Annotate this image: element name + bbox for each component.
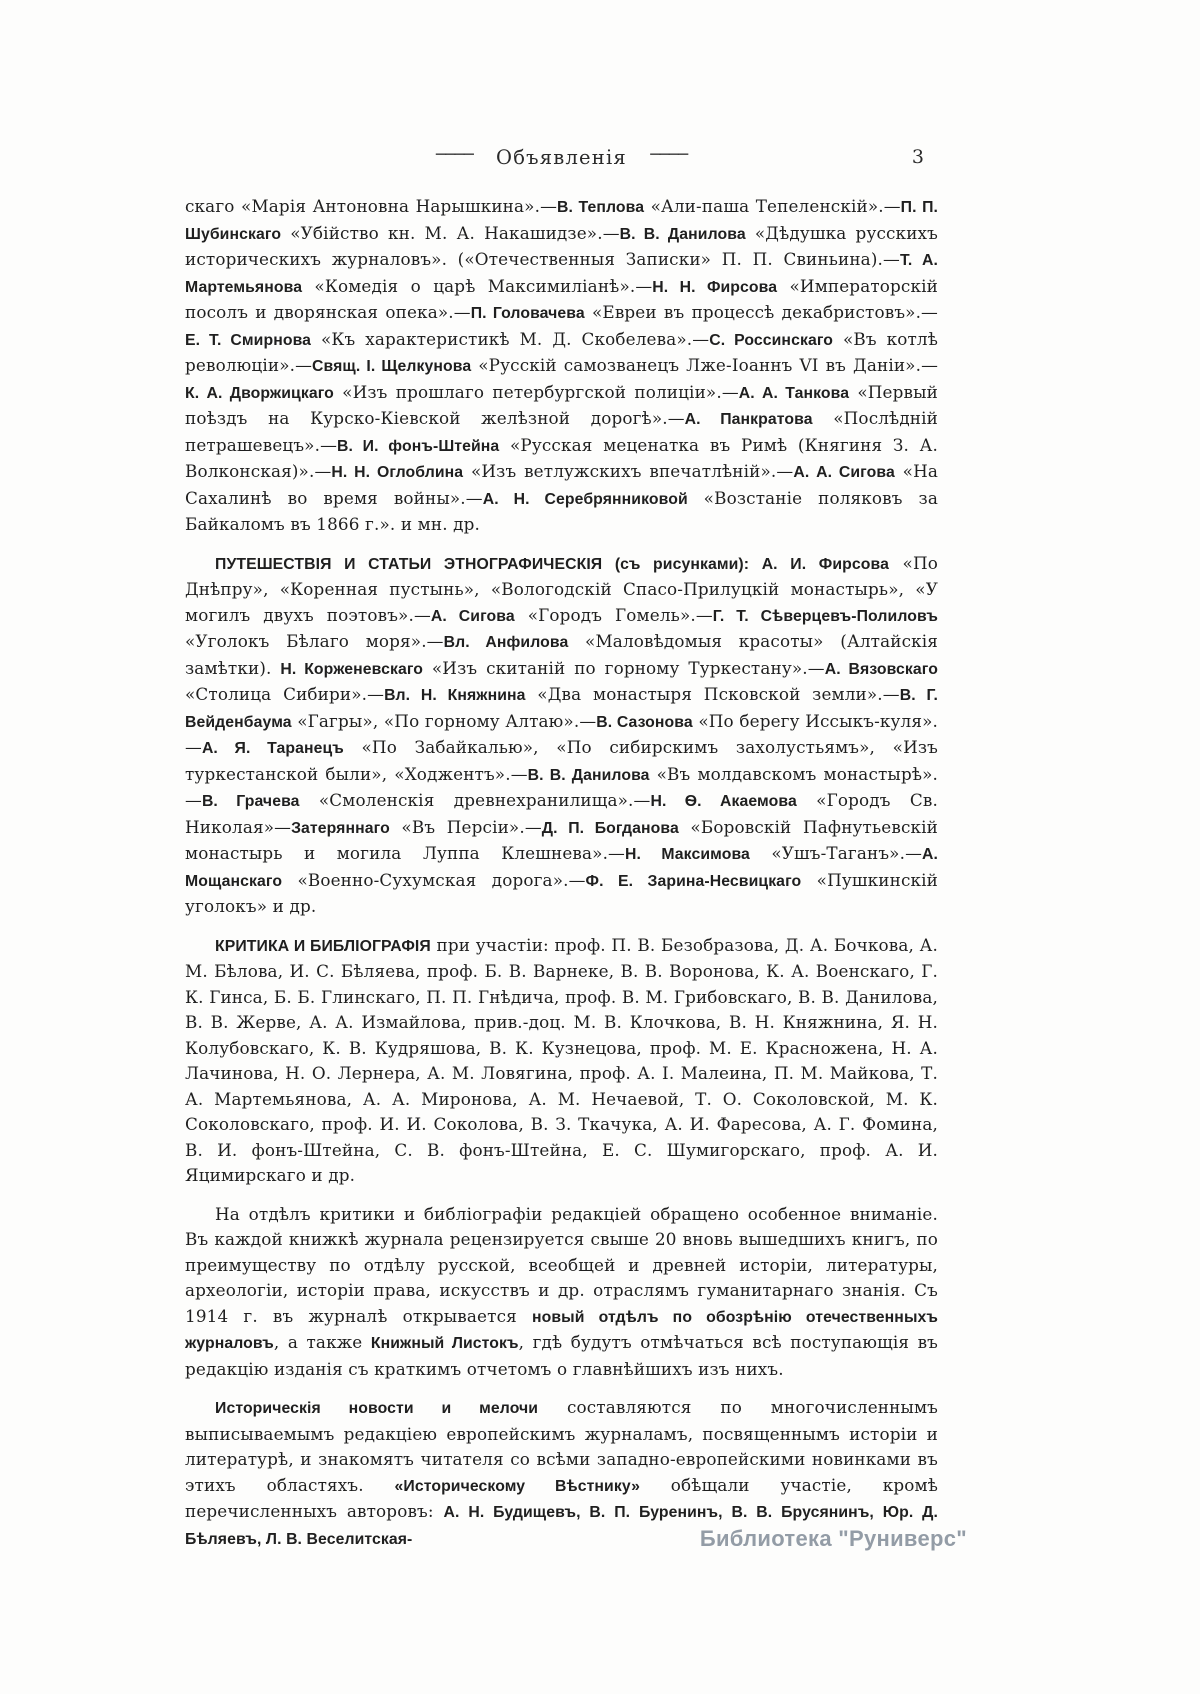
text-run: «Возстаніе поляковъ за Байкаломъ въ 1866 г.». и мн. др. xyxy=(185,487,938,534)
page-body xyxy=(185,194,938,1565)
emphasis-bold: С. Россинскаго xyxy=(709,331,834,349)
emphasis-bold: А. А. Танкова xyxy=(738,384,850,402)
text-run: «Смоленскія древнехранилища».— xyxy=(299,790,651,810)
emphasis-bold: Ф. Е. Зарина-Несвицкаго xyxy=(585,872,802,890)
emphasis-bold: Н. Ѳ. Акаемова xyxy=(650,793,797,810)
text-run: «Гагры», «По горному Алтаю».— xyxy=(291,710,597,731)
text-run: «Маловѣдомыя красоты» (Алтайскія замѣтки). xyxy=(185,631,939,678)
emphasis-bold: В. В. Данилова xyxy=(527,766,650,784)
text-run: составляются по многочисленнымъ выписываемымъ редакціею европейскимъ журналамъ, посвященнымъ исторіи и литературѣ, и знакомятъ читателя со всѣми западно-европейскими новинками въ этихъ областяхъ. xyxy=(185,1397,938,1495)
emphasis-bold: Н. Максимова xyxy=(625,846,750,863)
emphasis-bold: П. Головачева xyxy=(470,305,585,322)
emphasis-bold: А. Панкратова xyxy=(684,411,813,428)
text-run: «По Забайкалью», «По сибирскимъ захолустьямъ», «Изъ туркестанской были», «Ходжентъ».— xyxy=(185,737,938,784)
emphasis-bold: А. Я. Таранецъ xyxy=(201,740,344,757)
text-run: «Столица Сибири».— xyxy=(185,684,385,704)
text-run: «Послѣдній петрашевецъ».— xyxy=(185,408,938,455)
emphasis-bold: В. И. фонъ-Штейна xyxy=(337,437,500,455)
emphasis-bold: КРИТИКА И БИБЛІОГРАФІЯ xyxy=(215,937,431,955)
text-run: «Русскій самозванецъ Лже-Іоаннъ VI въ Даніи».— xyxy=(471,355,938,375)
emphasis-bold: Н. Корженевскаго xyxy=(280,660,424,678)
page-heading: Объявленія xyxy=(496,146,627,169)
emphasis-bold: А. Н. Серебрянниковой xyxy=(482,490,688,508)
header-title-group xyxy=(185,146,938,169)
text-run: «Дѣдушка русскихъ историческихъ журналовъ». («Отечественныя Записки» П. П. Свиньина).— xyxy=(185,222,938,269)
text-run: «Боровскій Пафнутьевскій монастырь и могила Луппа Клешнева».— xyxy=(185,816,938,863)
emphasis-bold: Д. П. Богданова xyxy=(541,819,679,837)
emphasis-bold: К. А. Дворжицкаго xyxy=(185,384,334,402)
emphasis-bold: Вл. Н. Княжнина xyxy=(384,687,526,704)
emphasis-bold: Т. А. Мартемьянова xyxy=(185,252,938,296)
text-run: На отдѣлъ критики и библіографіи редакціей обращено особенное вниманіе. Въ каждой книжкѣ журнала рецензируется свыше 20 вновь вышедшихъ книгъ, по преимуществу по отдѣлу русской, всеобщей и древней исторіи, литературы, археологіи, исторіи права, искусствъ и др. отраслямъ гуманитарнаго знанія. Съ 1914 г. въ журналѣ открывается xyxy=(185,1203,938,1326)
text-run: «Али-паша Тепеленскій».— xyxy=(644,196,901,216)
emphasis-bold: В. Грачева xyxy=(201,793,300,810)
text-run: «Императорскій посолъ и дворянская опека».— xyxy=(185,275,938,322)
text-run: «Изъ ветлужскихъ впечатлѣній».— xyxy=(463,461,794,481)
text-run: «Первый поѣздъ на Курско-Кіевской желѣзной дорогѣ».— xyxy=(185,381,938,428)
emphasis-bold: Н. Н. Оглоблина xyxy=(331,464,464,481)
text-run: «Къ характеристикѣ М. Д. Скобелева».— xyxy=(311,328,710,349)
text-run: «Городъ Гомель».— xyxy=(514,604,713,625)
paragraph xyxy=(185,194,938,538)
emphasis-bold: Н. Н. Фирсова xyxy=(652,278,778,296)
emphasis-bold: «Историческому Вѣстнику» xyxy=(394,1477,640,1495)
text-run: обѣщали участіе, кромѣ перечисленныхъ авторовъ: xyxy=(185,1474,939,1521)
emphasis-bold: Затеряннаго xyxy=(291,819,390,837)
emphasis-bold: А. Мощанскаго xyxy=(185,846,938,890)
text-run: «Военно-Сухумская дорога».— xyxy=(282,869,586,890)
text-run: «Евреи въ процессѣ декабристовъ».— xyxy=(584,302,938,322)
text-run: «Въ молдавскомъ монастырѣ».— xyxy=(185,763,939,810)
text-run: «Городъ Св. Николая»— xyxy=(185,790,938,837)
text-run: «По Днѣпру», «Коренная пустынь», «Вологодскій Спасо-Прилуцкій монастырь», «У могилъ двухъ поэтовъ».— xyxy=(185,552,938,625)
text-run: «Изъ прошлаго петербургской полиціи».— xyxy=(333,381,739,402)
emphasis-bold: А. Вязовскаго xyxy=(824,660,938,678)
emphasis-bold: Е. Т. Смирнова xyxy=(185,331,312,349)
emphasis-bold: В. Сазонова xyxy=(596,713,693,731)
emphasis-bold: В. Теплова xyxy=(557,199,645,216)
text-run: «Изъ скитаній по горному Туркестану».— xyxy=(423,657,825,678)
paragraph xyxy=(185,933,938,1189)
emphasis-bold: П. П. Шубинскаго xyxy=(185,199,939,243)
text-run: «Ушъ-Таганъ».— xyxy=(749,843,923,863)
text-run: «Два монастыря Псковской земли».— xyxy=(525,684,900,704)
emphasis-bold: Свящ. І. Щелкунова xyxy=(312,358,472,375)
text-run: «Пушкинскій уголокъ» и др. xyxy=(185,869,938,916)
text-run: «Въ котлѣ революціи».— xyxy=(185,328,938,375)
header-rule-right: ──── xyxy=(650,145,688,165)
text-run: «Убійство кн. М. А. Накашидзе».— xyxy=(281,222,620,243)
emphasis-bold: Вл. Анфилова xyxy=(443,634,569,651)
emphasis-bold: В. Г. Вейденбаума xyxy=(185,687,939,731)
text-run: «Комедія о царѣ Максимиліанѣ».— xyxy=(302,275,653,296)
library-watermark: Библиотека "Руниверс" xyxy=(699,1526,967,1551)
emphasis-bold: Историческія новости и мелочи xyxy=(215,1400,539,1417)
emphasis-bold: Г. Т. Сѣверцевъ-Полиловъ xyxy=(712,607,938,625)
text-run: «Уголокъ Бѣлаго моря».— xyxy=(185,631,444,651)
text-run: , гдѣ будутъ отмѣчаться всѣ поступающія въ редакцію изданія съ краткимъ отчетомъ о главнѣйшихъ изъ нихъ. xyxy=(185,1332,938,1379)
text-run: при участіи: проф. П. В. Безобразова, Д. А. Бочкова, А. М. Бѣлова, И. С. Бѣляева, проф. Б. В. Варнеке, В. В. Воронова, К. А. Военскаго, Г. К. Гинса, Б. Б. Глинскаго, П. П. Гнѣдича, проф. В. М. Грибовскаго, В. В. Данилова, В. В. Жерве, А. А. Измайлова, прив.-доц. М. В. Клочкова, В. Н. Княжнина, Я. Н. Колубовскаго, К. В. Кудряшова, В. К. Кузнецова, проф. М. Е. Красножена, Н. А. Лачинова, Н. О. Лернера, А. М. Ловягина, проф. А. І. Малеина, П. М. Майкова, Т. А. Мартемьянова, А. А. Миронова, А. М. Нечаевой, Т. О. Соколовской, М. К. Соколовскаго, проф. И. И. Соколова, В. З. Ткачука, А. И. Фаресова, А. Г. Фомина, В. И. фонъ-Штейна, С. В. фонъ-Штейна, Е. С. Шумигорскаго, проф. А. И. Яцимирскаго и др. xyxy=(185,934,938,1185)
text-run: , а также xyxy=(273,1332,371,1352)
header-rule-left: ──── xyxy=(435,145,473,165)
emphasis-bold: новый отдѣлъ по обозрѣнію отечественныхъ журналовъ xyxy=(185,1308,939,1352)
page-header xyxy=(185,146,938,178)
paragraph xyxy=(185,551,938,920)
text-run: «Въ Персіи».— xyxy=(389,816,542,837)
text-run: «Русская меценатка въ Римѣ (Княгиня З. А. Волконская)».— xyxy=(185,434,938,481)
text-run: «На Сахалинѣ во время войны».— xyxy=(185,461,939,508)
paragraph xyxy=(185,1202,938,1383)
emphasis-bold: А. Сигова xyxy=(430,607,515,625)
emphasis-bold: В. В. Данилова xyxy=(619,225,746,243)
page-number: 3 xyxy=(911,146,924,168)
emphasis-bold: А. А. Сигова xyxy=(793,464,895,481)
emphasis-bold: ПУТЕШЕСТВІЯ И СТАТЬИ ЭТНОГРАФИЧЕСКІЯ (съ рисунками): А. И. Фирсова xyxy=(215,555,889,573)
emphasis-bold: А. Н. Будищевъ, В. П. Буренинъ, В. В. Брусянинъ, Юр. Д. Бѣляевъ, Л. В. Веселитская- xyxy=(185,1504,938,1548)
text-run: «По берегу Иссыкъ-куля».— xyxy=(185,710,938,757)
text-run: скаго «Марія Антоновна Нарышкина».— xyxy=(185,196,558,216)
emphasis-bold: Книжный Листокъ xyxy=(370,1335,519,1352)
